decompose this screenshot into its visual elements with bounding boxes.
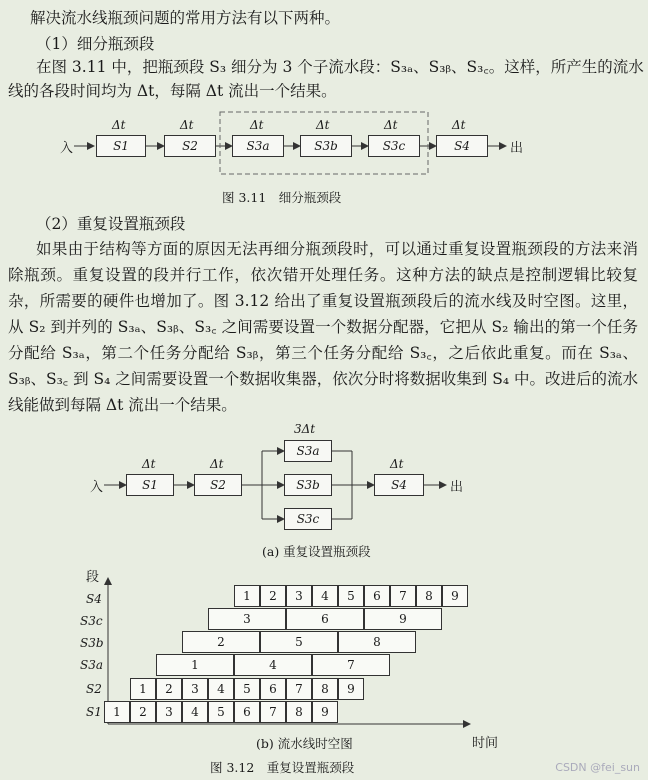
fig312b-cell-s4-7: 7 bbox=[390, 585, 416, 607]
fig312b-cell-s1-8: 8 bbox=[286, 701, 312, 723]
fig312b-cell-s1-9: 9 bbox=[312, 701, 338, 723]
fig312b-cell-s3b-2: 5 bbox=[260, 631, 338, 653]
fig312b-cell-s1-7: 7 bbox=[260, 701, 286, 723]
fig312b-cell-s1-6: 6 bbox=[234, 701, 260, 723]
fig312b-cell-s3c-3: 9 bbox=[364, 608, 442, 630]
fig311-stage-s1: S1 bbox=[96, 135, 146, 157]
fig312b-cell-s3a-1: 1 bbox=[156, 654, 234, 676]
fig312b-cell-s1-3: 3 bbox=[156, 701, 182, 723]
fig311-out-label: 出 bbox=[510, 141, 524, 156]
fig312b-x-axis-label: 时间 bbox=[472, 736, 499, 751]
fig312b-cell-s2-3: 3 bbox=[182, 678, 208, 700]
fig312b-cell-s3b-3: 8 bbox=[338, 631, 416, 653]
section1-title: （1）细分瓶颈段 bbox=[36, 35, 155, 53]
fig312b-cell-s4-1: 1 bbox=[234, 585, 260, 607]
fig312a-stage-s2: S2 bbox=[194, 474, 242, 496]
fig312b-cell-s4-6: 6 bbox=[364, 585, 390, 607]
fig311-in-label: 入 bbox=[60, 141, 74, 156]
fig312b-cell-s2-9: 9 bbox=[338, 678, 364, 700]
fig312b-row-s4: S4 bbox=[86, 592, 102, 606]
fig311-dt-4: Δt bbox=[316, 118, 330, 132]
fig312b-cell-s2-1: 1 bbox=[130, 678, 156, 700]
section1-line1: 在图 3.11 中，把瓶颈段 S₃ 细分为 3 个子流水段：S₃ₐ、S₃ᵦ、S₃꜀。这样，所产生的流水 bbox=[36, 58, 644, 76]
fig312a-dt-2: Δt bbox=[210, 457, 224, 471]
fig312a-dt-1: Δt bbox=[142, 457, 156, 471]
fig311-stage-s3b: S3b bbox=[300, 135, 352, 157]
fig311-dt-5: Δt bbox=[384, 118, 398, 132]
fig312a-stage-s3a: S3a bbox=[284, 440, 332, 462]
fig312a-caption: (a) 重复设置瓶颈段 bbox=[262, 544, 371, 559]
fig312a-out-label: 出 bbox=[450, 480, 464, 495]
fig312b-cell-s2-6: 6 bbox=[260, 678, 286, 700]
fig312b-cell-s2-5: 5 bbox=[234, 678, 260, 700]
fig312b-cell-s4-4: 4 bbox=[312, 585, 338, 607]
section2-text: 如果由于结构等方面的原因无法再细分瓶颈段时，可以通过重复设置瓶颈段的方法来消除瓶颈。重复设置的段并行工作，依次错开处理任务。这种方法的缺点是控制逻辑比较复杂，所需要的硬件也增加了。图 3.12 给出了重复设置瓶颈段后的流水线及时空图。这里，从 S₂ 到并列的 S₃ₐ、S₃ᵦ、S₃꜀ 之间需要设置一个数据分配器，它把从 S₂ 输出的第一个任务分配给 S₃ₐ，第二个任务分配给 S₃ᵦ，第三个任务分配给 S₃꜀，之后依此重复。而在 S₃ₐ、S₃ᵦ、S₃꜀ 到 S₄ 之间需要设置一个数据收集器，依次分时将数据收集到 S₄ 中。改进后的流水线能做到每隔 Δt 流出一个结果。 bbox=[8, 240, 638, 414]
fig312a-dt3: 3Δt bbox=[294, 422, 316, 436]
fig312b-cell-s1-2: 2 bbox=[130, 701, 156, 723]
fig312b-cell-s4-9: 9 bbox=[442, 585, 468, 607]
fig312b-row-s3c: S3c bbox=[80, 614, 103, 628]
fig311-caption: 图 3.11 细分瓶颈段 bbox=[222, 190, 342, 205]
fig312b-cell-s4-3: 3 bbox=[286, 585, 312, 607]
fig312a-dt-4: Δt bbox=[390, 457, 404, 471]
fig312b-cell-s3c-2: 6 bbox=[286, 608, 364, 630]
fig312b-cell-s1-4: 4 bbox=[182, 701, 208, 723]
fig311-stage-s3c: S3c bbox=[368, 135, 420, 157]
fig312a-stage-s1: S1 bbox=[126, 474, 174, 496]
fig312a-stage-s4: S4 bbox=[374, 474, 424, 496]
watermark: CSDN @fei_sun bbox=[555, 761, 640, 774]
fig311-dt-3: Δt bbox=[250, 118, 264, 132]
fig311-stage-s4: S4 bbox=[436, 135, 488, 157]
fig311-stage-s3a: S3a bbox=[232, 135, 284, 157]
fig312b-cell-s3b-1: 2 bbox=[182, 631, 260, 653]
fig312b-cell-s2-4: 4 bbox=[208, 678, 234, 700]
fig312a-stage-s3c: S3c bbox=[284, 508, 332, 530]
fig312b-cell-s2-2: 2 bbox=[156, 678, 182, 700]
intro-text: 解决流水线瓶颈问题的常用方法有以下两种。 bbox=[30, 9, 341, 27]
fig312a-in-label: 入 bbox=[90, 480, 104, 495]
fig312b-cell-s3a-3: 7 bbox=[312, 654, 390, 676]
fig312b-y-axis-label: 段 bbox=[86, 570, 100, 585]
fig312b-row-s2: S2 bbox=[86, 682, 102, 696]
fig312a-stage-s3b: S3b bbox=[284, 474, 332, 496]
fig312b-row-s1: S1 bbox=[86, 705, 102, 719]
fig312b-cell-s2-8: 8 bbox=[312, 678, 338, 700]
fig312b-cell-s4-5: 5 bbox=[338, 585, 364, 607]
section2-title: （2）重复设置瓶颈段 bbox=[36, 215, 186, 233]
fig312b-row-s3b: S3b bbox=[80, 636, 104, 650]
fig312b-row-s3a: S3a bbox=[80, 658, 104, 672]
fig312b-cell-s1-5: 5 bbox=[208, 701, 234, 723]
fig312b-cell-s4-2: 2 bbox=[260, 585, 286, 607]
section1-line2: 线的各段时间均为 Δt，每隔 Δt 流出一个结果。 bbox=[8, 82, 337, 100]
fig311-stage-s2: S2 bbox=[164, 135, 216, 157]
fig312b-cell-s3c-1: 3 bbox=[208, 608, 286, 630]
fig312b-cell-s4-8: 8 bbox=[416, 585, 442, 607]
fig312b-caption: (b) 流水线时空图 bbox=[256, 736, 353, 751]
fig312b-cell-s3a-2: 4 bbox=[234, 654, 312, 676]
fig311-dt-6: Δt bbox=[452, 118, 466, 132]
fig311-dt-2: Δt bbox=[180, 118, 194, 132]
fig312b-cell-s2-7: 7 bbox=[286, 678, 312, 700]
fig312-caption: 图 3.12 重复设置瓶颈段 bbox=[210, 760, 355, 775]
fig312b-cell-s1-1: 1 bbox=[104, 701, 130, 723]
fig311-dt-1: Δt bbox=[112, 118, 126, 132]
